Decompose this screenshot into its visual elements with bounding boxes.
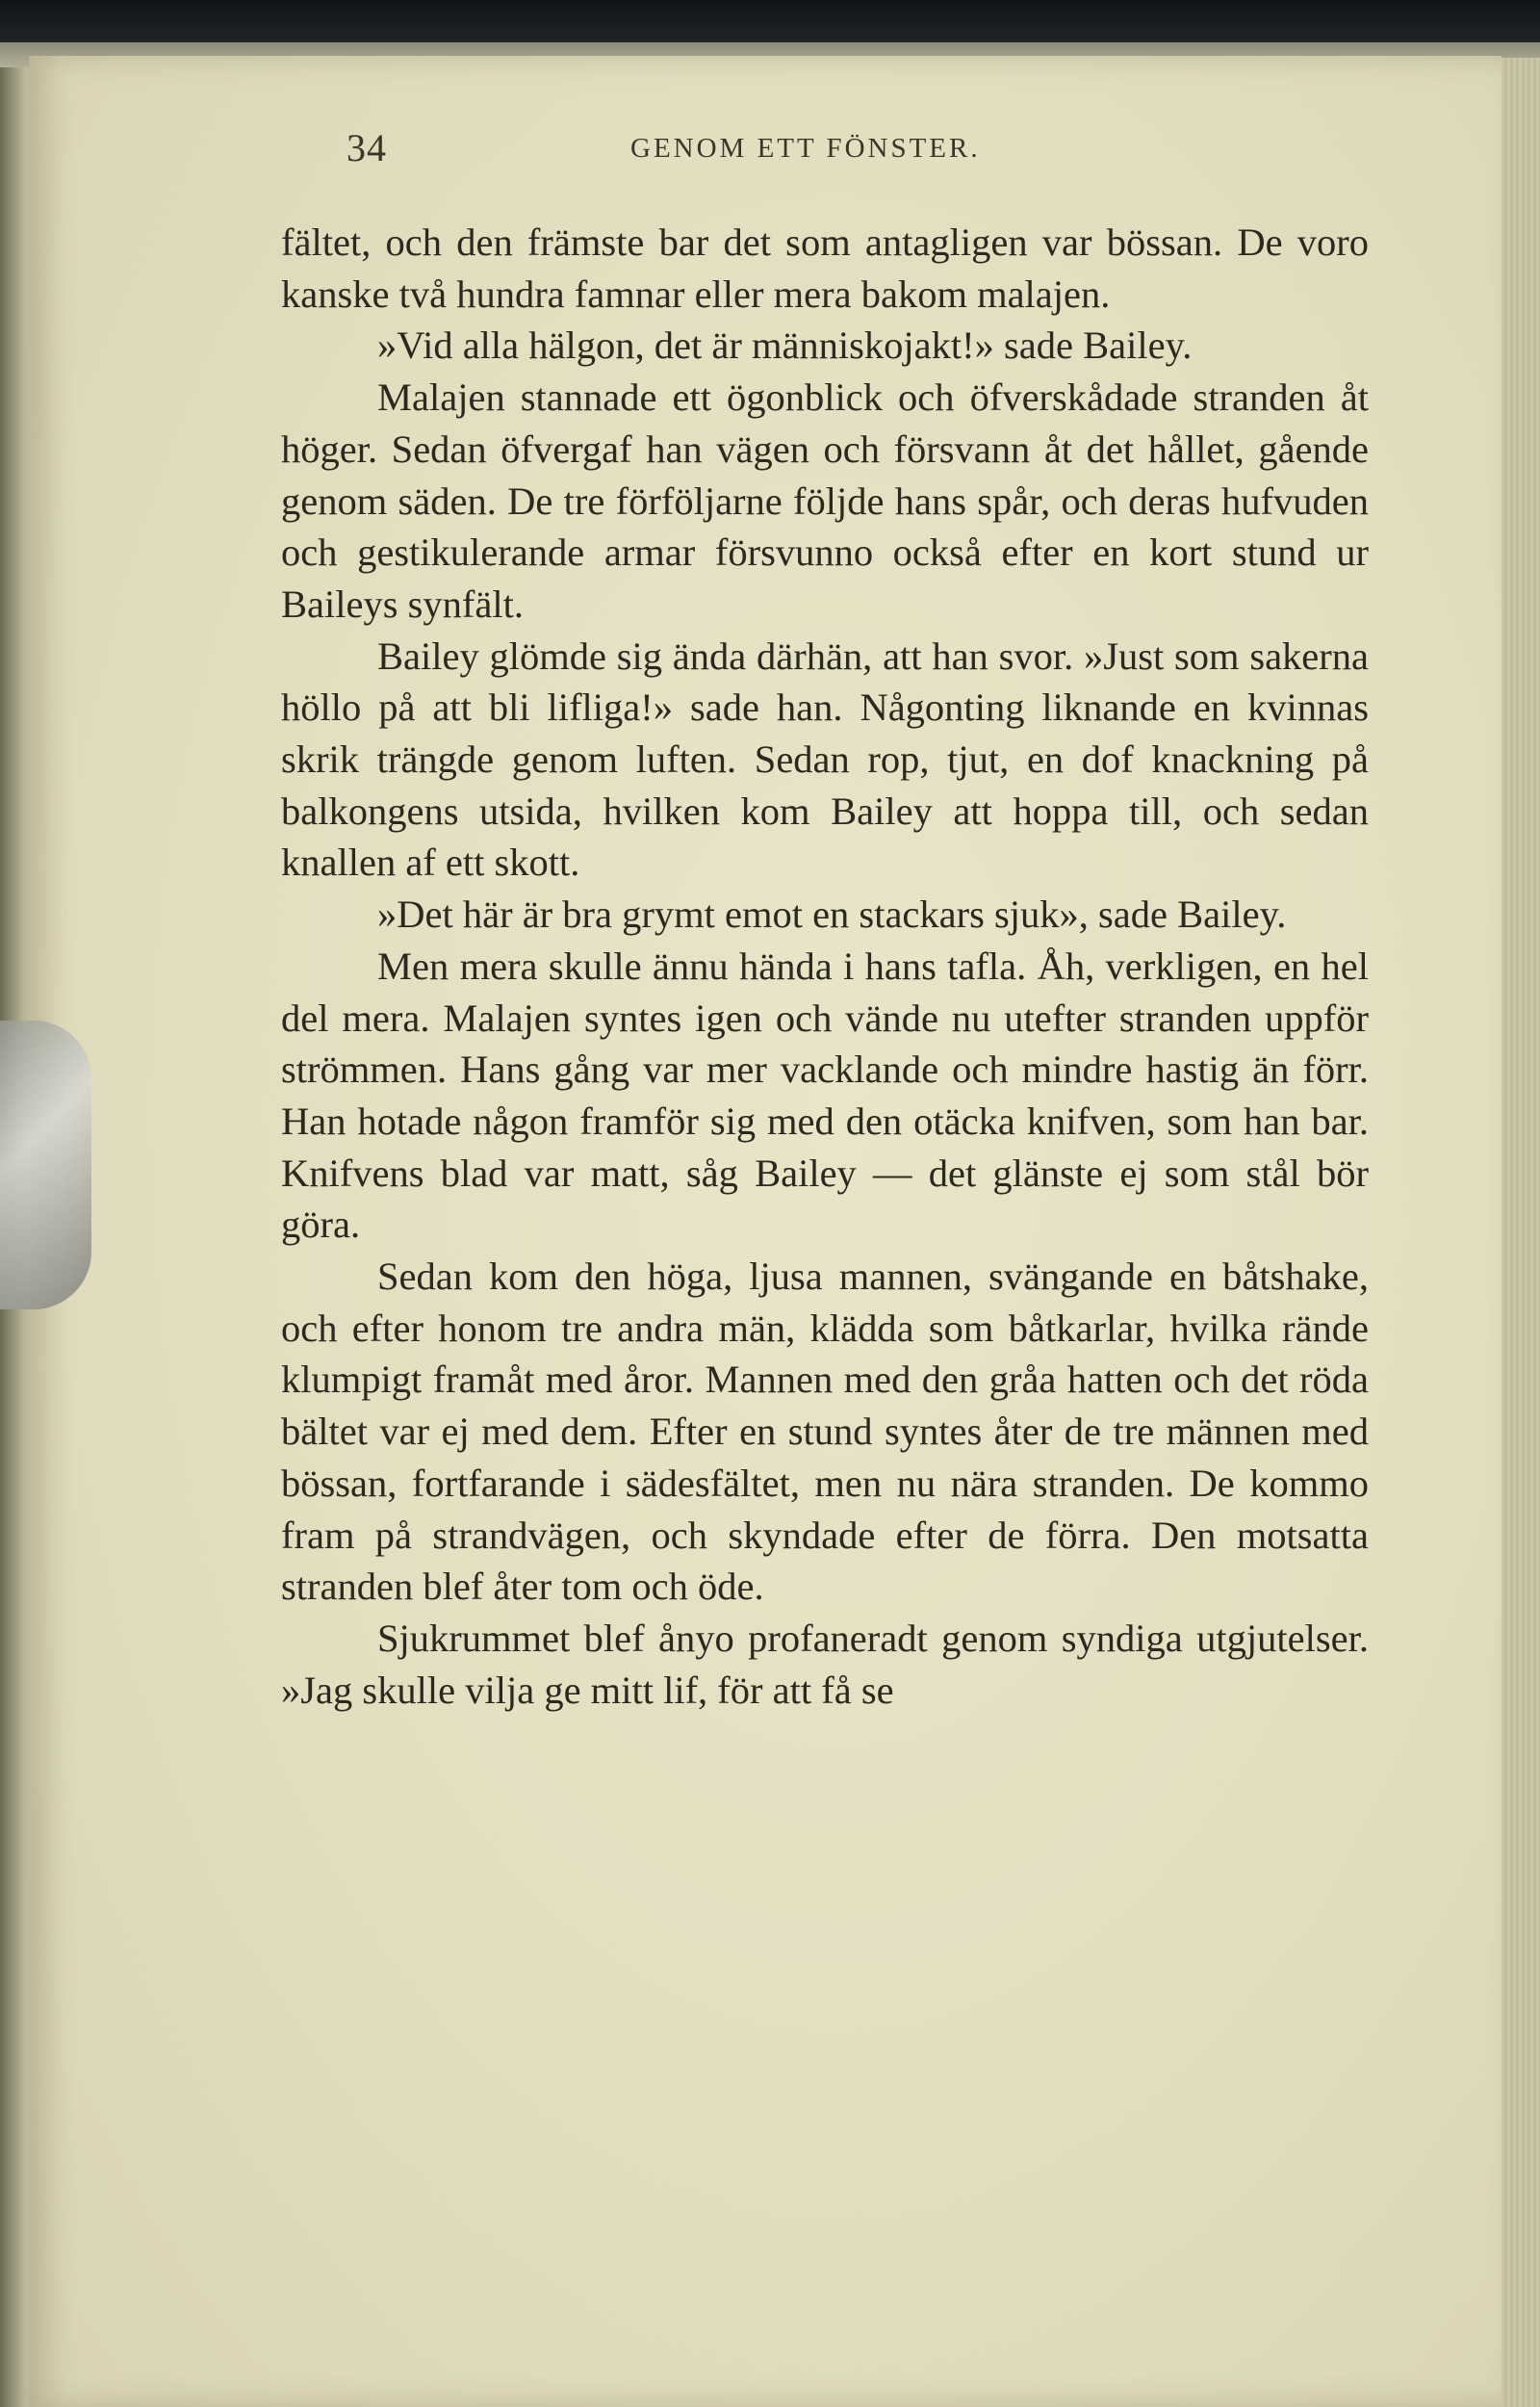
page-stack-edges [1498,58,1540,2407]
paragraph: Sedan kom den höga, ljusa mannen, svängande en båtshake, och efter honom tre andra män, klädda som båtkarlar, hvilka rände klumpigt framåt med åror. Mannen med den gråa hatten och det röda bältet var ej med dem. Efter en stund syntes åter de tre männen med bössan, fortfarande i sädesfältet, men nu nära stranden. De kommo fram på strandvägen, och skyndade efter de förra. Den motsatta stranden blef åter tom och öde. [281,1255,1369,1609]
page-clip [0,1021,91,1309]
paragraph: »Det här är bra grymt emot en stackars sjuk», sade Bailey. [377,893,1287,937]
paragraph: »Vid alla hälgon, det är människojakt!» sade Bailey. [377,324,1193,368]
paragraph: Men mera skulle ännu hända i hans tafla. Åh, verkligen, en hel del mera. Malajen syntes igen och vände nu utefter stranden uppför strömmen. Hans gång var mer vacklande och mindre hastig än förr. Han hotade någon framför sig med den otäcka knifven, som han bar. Knifvens blad var matt, såg Bailey — det glänste ej som stål bör göra. [281,944,1369,1247]
paragraph: Bailey glömde sig ända därhän, att han svor. »Just som sakerna höllo på att bli lifliga!» sade han. Någonting liknande en kvinnas skrik trängde genom luften. Sedan rop, tjut, en dof knackning på balkongens utsida, hvilken kom Bailey att hoppa till, och sedan knallen af ett skott. [281,634,1369,885]
running-head: GENOM ETT FÖNSTER. [630,133,981,164]
page-number: 34 [346,126,387,169]
page-header [346,125,1405,183]
body-text [281,217,1369,1716]
paragraph: fältet, och den främste bar det som antagligen var bössan. De voro kanske två hundra famnar eller mera bakom malajen. [281,220,1369,316]
paragraph: Sjukrummet blef ånyo profaneradt genom syndiga utgjutelser. »Jag skulle vilja ge mitt lif, för att få se [281,1616,1369,1712]
paragraph: Malajen stannade ett ögonblick och öfverskådade stranden åt höger. Sedan öfvergaf han vägen och försvann åt det hållet, gående genom säden. De tre förföljarne följde hans spår, och deras hufvuden och gestikulerande armar försvunno också efter en kort stund ur Baileys synfält. [281,375,1369,626]
